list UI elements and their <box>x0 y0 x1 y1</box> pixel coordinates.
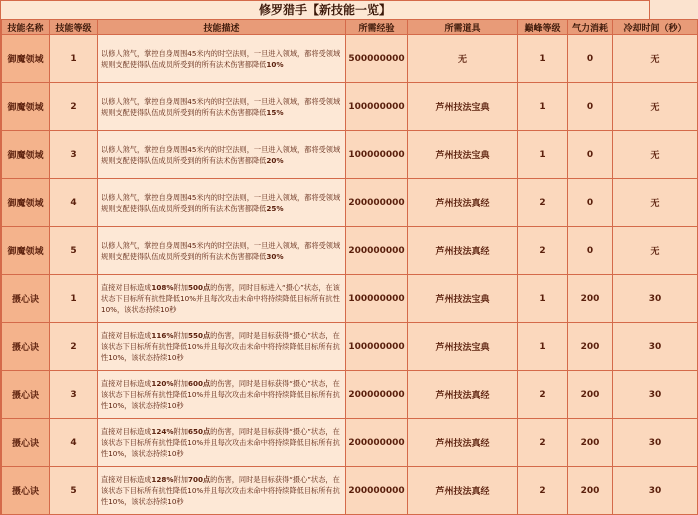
desc-part: 的伤害，同时目标进入“摄心”状态，在该状态下目标所有抗性降低10%并且每次攻击未命中将持续降低目标所有抗性10%，该状态持续10秒 <box>101 283 340 314</box>
cell-required-item: 芦州技法真经 <box>408 419 518 467</box>
cell-required-exp: 200000000 <box>346 371 408 419</box>
cell-required-item: 芦州技法宝典 <box>408 83 518 131</box>
desc-part: 的伤害，同时是目标获得“摄心”状态，在该状态下目标所有抗性降低10%并且每次攻击未命中将持续降低目标所有抗性10%，该状态持续10秒 <box>101 475 340 506</box>
cell-cooldown: 无 <box>613 83 698 131</box>
cell-skill-desc <box>98 227 346 275</box>
cell-skill-desc <box>98 467 346 515</box>
cell-skill-name: 摄心诀 <box>2 323 50 371</box>
cell-skill-desc <box>98 35 346 83</box>
cell-skill-name: 摄心诀 <box>2 467 50 515</box>
cell-peak-level: 1 <box>518 275 568 323</box>
cell-qi-cost: 0 <box>568 227 613 275</box>
cell-qi-cost: 200 <box>568 275 613 323</box>
header-skill-name: 技能名称 <box>2 20 50 35</box>
cell-required-item: 芦州技法真经 <box>408 467 518 515</box>
cell-required-exp: 200000000 <box>346 227 408 275</box>
cell-qi-cost: 200 <box>568 419 613 467</box>
desc-part: 600点 <box>187 379 211 388</box>
desc-part: 附加 <box>173 283 188 292</box>
cell-required-item: 无 <box>408 35 518 83</box>
cell-skill-level: 3 <box>50 131 98 179</box>
cell-required-exp: 100000000 <box>346 275 408 323</box>
table-row <box>2 419 698 467</box>
cell-skill-name: 御魔领域 <box>2 179 50 227</box>
cell-skill-desc <box>98 323 346 371</box>
desc-part: 的伤害，同时是目标获得“摄心”状态，在该状态下目标所有抗性降低10%并且每次攻击未命中将持续降低目标所有抗性10%，该状态持续10秒 <box>101 427 340 458</box>
desc-part: 直接对目标造成 <box>101 427 152 436</box>
desc-part: 128% <box>151 475 174 484</box>
cell-peak-level: 1 <box>518 323 568 371</box>
cell-skill-desc <box>98 419 346 467</box>
table-row <box>2 371 698 419</box>
cell-peak-level: 1 <box>518 35 568 83</box>
cell-skill-desc <box>98 131 346 179</box>
desc-part: 以修人煞气，掌控自身周围45米内的时空法则，一旦进入领域，都将受领域规则支配使得队伍成员所受到的所有法术伤害都降低 <box>101 96 341 117</box>
cell-cooldown: 无 <box>613 35 698 83</box>
cell-qi-cost: 0 <box>568 83 613 131</box>
table-row <box>2 467 698 515</box>
desc-part: 700点 <box>187 475 211 484</box>
header-skill-level: 技能等级 <box>50 20 98 35</box>
desc-part: 的伤害，同时是目标获得“摄心”状态，在该状态下目标所有抗性降低10%并且每次攻击未命中将持续降低目标所有抗性10%，该状态持续10秒 <box>101 379 340 410</box>
cell-required-item: 芦州技法真经 <box>408 179 518 227</box>
table-row <box>2 275 698 323</box>
cell-skill-level: 5 <box>50 467 98 515</box>
cell-qi-cost: 200 <box>568 467 613 515</box>
cell-peak-level: 1 <box>518 131 568 179</box>
desc-part: 以修人煞气，掌控自身周围45米内的时空法则，一旦进入领域，都将受领域规则支配使得队伍成员所受到的所有法术伤害都降低 <box>101 240 341 261</box>
cell-skill-name: 御魔领域 <box>2 35 50 83</box>
cell-required-item: 芦州技法宝典 <box>408 323 518 371</box>
header-required-exp: 所需经验 <box>346 20 408 35</box>
cell-cooldown: 30 <box>613 323 698 371</box>
table-row <box>2 35 698 83</box>
cell-cooldown: 30 <box>613 419 698 467</box>
desc-part: 直接对目标造成 <box>101 379 152 388</box>
desc-part: 附加 <box>173 475 188 484</box>
cell-skill-desc <box>98 275 346 323</box>
cell-skill-level: 3 <box>50 371 98 419</box>
desc-part: 的伤害，同时是目标获得“摄心”状态，在该状态下目标所有抗性降低10%并且每次攻击未命中将持续降低目标所有抗性10%，该状态持续10秒 <box>101 331 340 362</box>
cell-required-item: 芦州技法宝典 <box>408 131 518 179</box>
desc-part: 直接对目标造成 <box>101 475 152 484</box>
cell-skill-level: 4 <box>50 419 98 467</box>
skill-table <box>1 19 698 515</box>
desc-part: 20% <box>266 155 284 165</box>
desc-part: 108% <box>151 283 174 292</box>
cell-required-exp: 500000000 <box>346 35 408 83</box>
desc-part: 直接对目标造成 <box>101 283 152 292</box>
desc-part: 附加 <box>173 427 188 436</box>
desc-part: 25% <box>266 203 284 213</box>
desc-part: 以修人煞气，掌控自身周围45米内的时空法则，一旦进入领域，都将受领域规则支配使得队伍成员所受到的所有法术伤害都降低 <box>101 192 341 213</box>
cell-skill-name: 御魔领域 <box>2 227 50 275</box>
desc-part: 以修人煞气，掌控自身周围45米内的时空法则，一旦进入领域，都将受领域规则支配使得队伍成员所受到的所有法术伤害都降低 <box>101 48 341 69</box>
cell-skill-level: 1 <box>50 35 98 83</box>
desc-part: 附加 <box>173 331 188 340</box>
cell-required-item: 芦州技法真经 <box>408 371 518 419</box>
cell-required-exp: 100000000 <box>346 323 408 371</box>
cell-skill-desc <box>98 371 346 419</box>
cell-peak-level: 2 <box>518 179 568 227</box>
cell-required-exp: 200000000 <box>346 179 408 227</box>
cell-skill-desc <box>98 83 346 131</box>
desc-part: 120% <box>151 379 174 388</box>
cell-cooldown: 无 <box>613 131 698 179</box>
cell-required-item: 芦州技法宝典 <box>408 275 518 323</box>
cell-skill-level: 4 <box>50 179 98 227</box>
cell-qi-cost: 200 <box>568 371 613 419</box>
cell-skill-desc <box>98 179 346 227</box>
desc-part: 650点 <box>187 427 211 436</box>
cell-skill-level: 1 <box>50 275 98 323</box>
cell-qi-cost: 0 <box>568 35 613 83</box>
cell-skill-level: 2 <box>50 323 98 371</box>
cell-skill-level: 5 <box>50 227 98 275</box>
table-header-row <box>2 20 698 35</box>
cell-cooldown: 无 <box>613 227 698 275</box>
cell-peak-level: 1 <box>518 83 568 131</box>
cell-cooldown: 30 <box>613 275 698 323</box>
table-row <box>2 227 698 275</box>
cell-peak-level: 2 <box>518 227 568 275</box>
cell-skill-name: 摄心诀 <box>2 419 50 467</box>
cell-cooldown: 30 <box>613 371 698 419</box>
table-row <box>2 131 698 179</box>
page-title: 修罗猎手【新技能一览】 <box>1 1 649 20</box>
table-row <box>2 179 698 227</box>
cell-skill-name: 摄心诀 <box>2 371 50 419</box>
header-skill-desc: 技能描述 <box>98 20 346 35</box>
cell-required-exp: 200000000 <box>346 467 408 515</box>
cell-skill-name: 御魔领域 <box>2 83 50 131</box>
desc-part: 直接对目标造成 <box>101 331 152 340</box>
cell-peak-level: 2 <box>518 419 568 467</box>
desc-part: 以修人煞气，掌控自身周围45米内的时空法则，一旦进入领域，都将受领域规则支配使得队伍成员所受到的所有法术伤害都降低 <box>101 144 341 165</box>
cell-cooldown: 30 <box>613 467 698 515</box>
desc-part: 30% <box>266 251 284 261</box>
desc-part: 550点 <box>187 331 211 340</box>
cell-skill-name: 御魔领域 <box>2 131 50 179</box>
cell-required-item: 芦州技法真经 <box>408 227 518 275</box>
cell-skill-name: 摄心诀 <box>2 275 50 323</box>
cell-required-exp: 100000000 <box>346 83 408 131</box>
desc-part: 124% <box>151 427 174 436</box>
cell-peak-level: 2 <box>518 371 568 419</box>
cell-qi-cost: 200 <box>568 323 613 371</box>
desc-part: 116% <box>151 331 174 340</box>
cell-cooldown: 无 <box>613 179 698 227</box>
table-row <box>2 323 698 371</box>
header-cooldown: 冷却时间（秒） <box>613 20 698 35</box>
cell-required-exp: 100000000 <box>346 131 408 179</box>
desc-part: 15% <box>266 107 284 117</box>
cell-required-exp: 200000000 <box>346 419 408 467</box>
cell-qi-cost: 0 <box>568 179 613 227</box>
cell-qi-cost: 0 <box>568 131 613 179</box>
table-row <box>2 83 698 131</box>
header-required-item: 所需道具 <box>408 20 518 35</box>
header-peak-level: 巅峰等级 <box>518 20 568 35</box>
cell-skill-level: 2 <box>50 83 98 131</box>
desc-part: 500点 <box>187 283 211 292</box>
header-qi-cost: 气力消耗 <box>568 20 613 35</box>
cell-peak-level: 2 <box>518 467 568 515</box>
desc-part: 附加 <box>173 379 188 388</box>
desc-part: 10% <box>266 59 284 69</box>
